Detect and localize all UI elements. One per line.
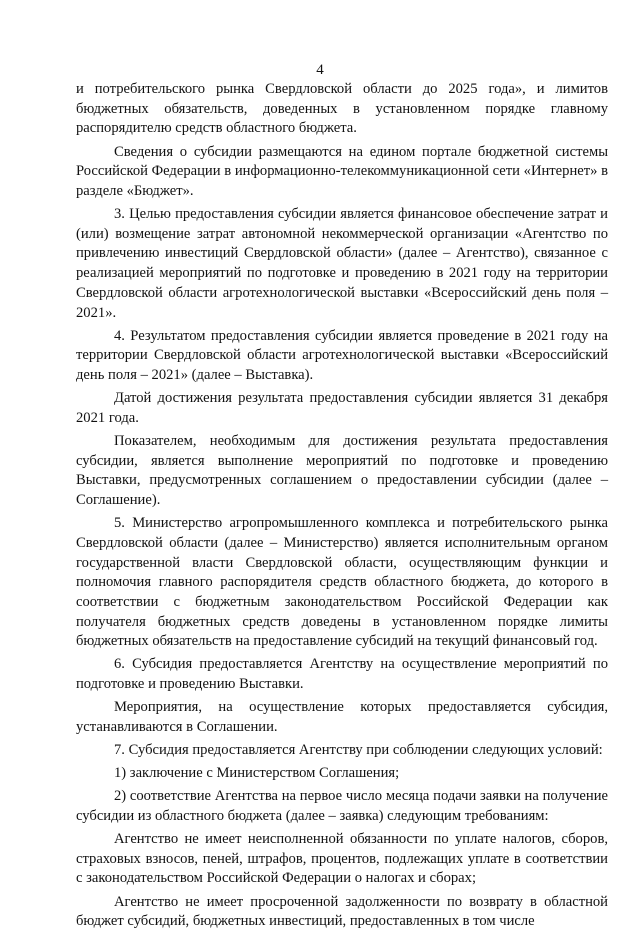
paragraph-result-date: Датой достижения результата предоставления субсидии является 31 декабря 2021 года.	[76, 390, 608, 426]
paragraph-events: Мероприятия, на осуществление которых предоставляется субсидия, устанавливаются в Соглашении.	[76, 699, 608, 735]
list-item-2: 2) соответствие Агентства на первое число месяца подачи заявки на получение субсидии из областного бюджета (далее – заявка) следующим требованиям:	[76, 788, 608, 824]
paragraph-7-conditions: 7. Субсидия предоставляется Агентству при соблюдении следующих условий:	[114, 742, 603, 759]
paragraph-6-provision: 6. Субсидия предоставляется Агентству на осуществление мероприятий по подготовке и проведению Выставки.	[76, 656, 608, 693]
page-number: 4	[316, 62, 324, 78]
paragraph-3-purpose: 3. Целью предоставления субсидии является финансовое обеспечение затрат и (или) возмещение затрат автономной некоммерческой организации «Агентство по привлечению инвестиций Свердловской области» (далее – Агентство), связанное с реализацией мероприятий по подготовке и проведению в 2021 году на территории Свердловской области агротехнологической выставки «Всероссийский день поля – 2021».	[76, 206, 608, 321]
requirement-taxes: Агентство не имеет неисполненной обязанности по уплате налогов, сборов, страховых взносов, пеней, штрафов, процентов, подлежащих уплате в соответствии с законодательством Российской Федерации о налогах и сборах;	[76, 831, 608, 887]
paragraph-5-ministry: 5. Министерство агропромышленного комплекса и потребительского рынка Свердловской области (далее – Министерство) является исполнительным органом государственной власти Свердловской области, осуществляющим функции и полномочия главного распорядителя средств областного бюджета, до которого в соответствии с бюджетным законодательством Российской Федерации как получателя бюджетных средств доведены в установленном порядке лимиты бюджетных обязательств на предоставление субсидий на текущий финансовый год.	[76, 515, 608, 650]
paragraph-subsidy-info: Сведения о субсидии размещаются на едином портале бюджетной системы Российской Федерации в информационно-телекоммуникационной сети «Интернет» в разделе «Бюджет».	[76, 143, 608, 199]
paragraph-4-result: 4. Результатом предоставления субсидии является проведение в 2021 году на территории Свердловской области агротехнологической выставки «Всероссийский день поля – 2021» (далее – Выставка).	[76, 327, 608, 384]
paragraph-indicator: Показателем, необходимым для достижения результата предоставления субсидии, является выполнение мероприятий по подготовке и проведению Выставки, предусмотренных соглашением о предоставлении субсидии (далее – Соглашение).	[76, 432, 608, 509]
paragraph-continuation: и потребительского рынка Свердловской области до 2025 года», и лимитов бюджетных обязательств, доведенных в установленном порядке главному распорядителю средств областного бюджета.	[76, 81, 608, 137]
list-item-1: 1) заключение с Министерством Соглашения;	[114, 765, 400, 782]
requirement-debt: Агентство не имеет просроченной задолженности по возврату в областной бюджет субсидий, бюджетных инвестиций, предоставленных в том числе	[76, 893, 608, 930]
document-body	[76, 80, 608, 935]
